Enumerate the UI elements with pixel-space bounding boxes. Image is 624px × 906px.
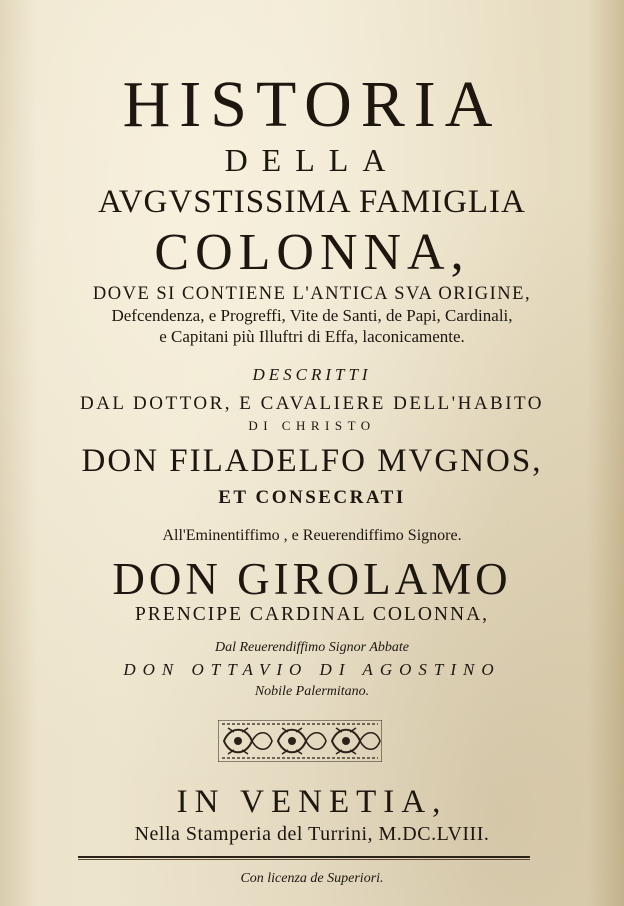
imprint-printer: Nella Stamperia del Turrini, M.DC.LVIII. [134, 823, 490, 845]
subtitle-line-3: e Capitani più Illuftri di Effa, laconicamente. [159, 327, 465, 346]
author-name: DON FILADELFO MVGNOS, [81, 443, 543, 479]
imprint-city: IN VENETIA, [176, 784, 448, 820]
consecrati-line: ET CONSECRATI [218, 487, 406, 508]
dedication-salutation: All'Eminentiffimo , e Reuerendiffimo Signore. [162, 527, 462, 544]
title-della: DELLA [224, 142, 400, 178]
dedicatee-title: PRENCIPE CARDINAL COLONNA, [134, 604, 490, 625]
imprint-license: Con licenza de Superiori. [240, 871, 384, 886]
editor-intro: Dal Reuerendiffimo Signor Abbate [214, 640, 410, 655]
printer-ornament-icon [218, 720, 382, 762]
author-title-line: DAL DOTTOR, E CAVALIERE DELL'HABITO [79, 393, 545, 414]
descritti-label: DESCRITTI [252, 365, 372, 384]
divider-rule-thin [78, 859, 530, 860]
title-colonna: COLONNA, [154, 224, 470, 281]
di-christo-line: DI CHRISTO [248, 418, 376, 433]
subtitle-line-2: Defcendenza, e Progreffi, Vite de Santi, de Papi, Cardinali, [111, 306, 513, 325]
editor-origin: Nobile Palermitano. [254, 684, 370, 699]
title-historia: HISTORIA [122, 68, 502, 141]
divider-rule [78, 856, 530, 858]
subtitle-line-1: DOVE SI CONTIENE L'ANTICA SVA ORIGINE, [92, 284, 532, 304]
title-famiglia: AVGVSTISSIMA FAMIGLIA [98, 184, 526, 220]
editor-name: DON OTTAVIO DI AGOSTINO [123, 660, 501, 679]
dedicatee-name: DON GIROLAMO [112, 554, 512, 604]
